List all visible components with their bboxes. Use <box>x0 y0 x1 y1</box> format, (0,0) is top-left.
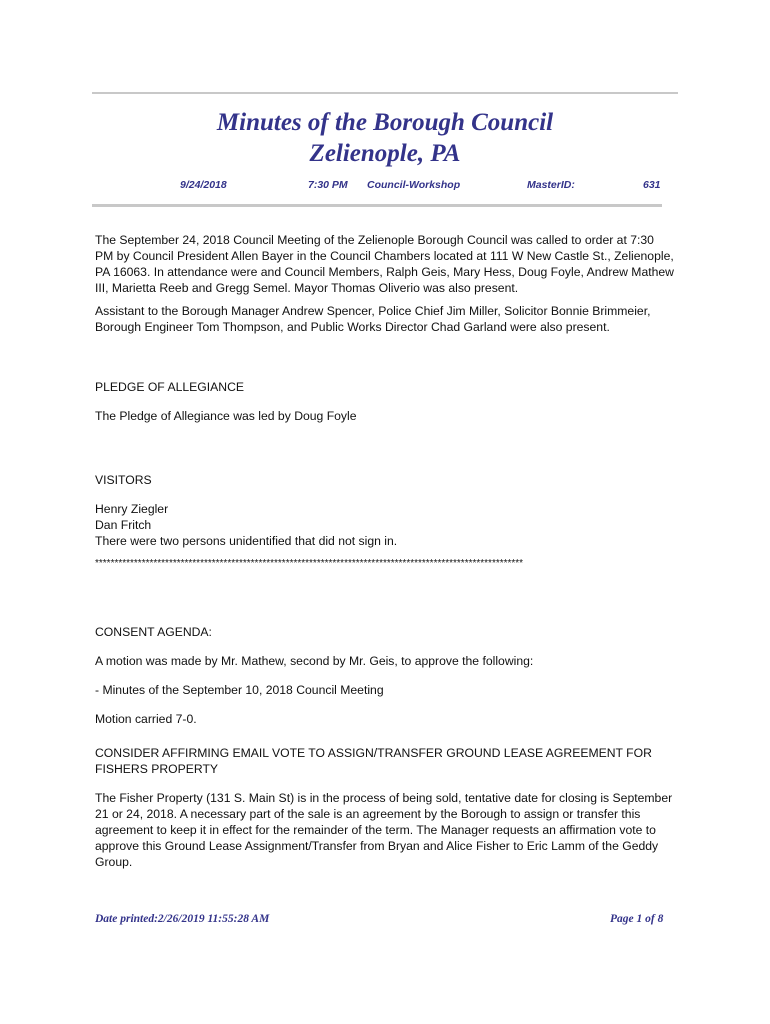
page-number: Page 1 of 8 <box>610 913 664 925</box>
consent-motion: A motion was made by Mr. Mathew, second by Mr. Geis, to approve the following: <box>95 654 534 668</box>
visitor-name: Dan Fritch <box>95 518 152 532</box>
pledge-heading: PLEDGE OF ALLEGIANCE <box>95 380 245 394</box>
visitors-note: There were two persons unidentified that did not sign in. <box>95 534 398 548</box>
meeting-time: 7:30 PM <box>308 179 348 191</box>
attendees-paragraph: Assistant to the Borough Manager Andrew Spencer, Police Chief Jim Miller, Solicitor Bonnie Brimmeier, Borough Engineer Tom Thompson, and Public Works Director Chad Garland were also present. <box>95 304 651 334</box>
ground-lease-text: The Fisher Property (131 S. Main St) is in the process of being sold, tentative date for closing is September 21 or 24, 2018. A necessary part of the sale is an agreement by the Borough to assign or transfer this agreement to keep it in effect for the remainder of the term. The Manager requests an affirmation vote to approve this Ground Lease Assignment/Transfer from Bryan and Alice Fisher to Eric Lamm of the Geddy Group. <box>95 791 673 869</box>
visitor-name: Henry Ziegler <box>95 502 169 516</box>
date-printed: Date printed:2/26/2019 11:55:28 AM <box>95 913 270 925</box>
consent-result: Motion carried 7-0. <box>95 712 197 726</box>
meeting-date: 9/24/2018 <box>180 179 227 191</box>
pledge-text: The Pledge of Allegiance was led by Doug Foyle <box>95 409 357 423</box>
document-title: Minutes of the Borough Council <box>216 109 554 136</box>
master-id-value: 631 <box>643 179 661 191</box>
visitors-heading: VISITORS <box>95 473 152 487</box>
document-subtitle: Zelienople, PA <box>309 140 461 167</box>
meeting-type: Council-Workshop <box>367 179 461 191</box>
top-rule <box>92 92 678 94</box>
separator-line: ************************************************************************************************************** <box>95 558 524 569</box>
master-id-label: MasterID: <box>527 179 575 191</box>
ground-lease-heading: CONSIDER AFFIRMING EMAIL VOTE TO ASSIGN/TRANSFER GROUND LEASE AGREEMENT FOR FISHERS PROPERTY <box>95 746 652 776</box>
consent-heading: CONSENT AGENDA: <box>95 625 212 639</box>
header-rule <box>92 204 662 207</box>
intro-paragraph: The September 24, 2018 Council Meeting of the Zelienople Borough Council was called to order at 7:30 PM by Council President Allen Bayer in the Council Chambers located at 111 W New Castle St., Zelienople, PA 16063. In attendance were and Council Members, Ralph Geis, Mary Hess, Doug Foyle, Andrew Mathew III, Marietta Reeb and Gregg Semel. Mayor Thomas Oliverio was also present. <box>95 233 674 295</box>
consent-item: - Minutes of the September 10, 2018 Council Meeting <box>95 683 384 697</box>
minutes-body <box>95 232 675 870</box>
